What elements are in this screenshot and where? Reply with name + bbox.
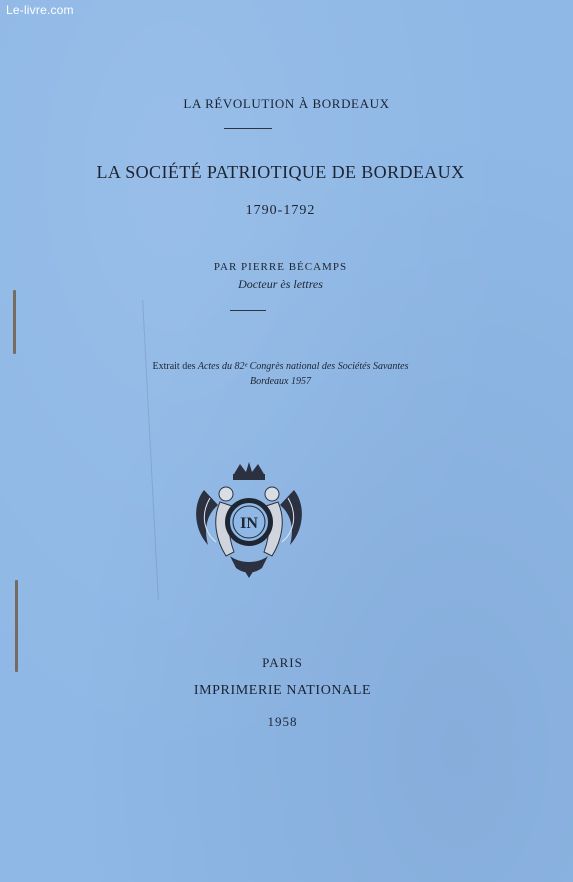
author-rule — [230, 310, 266, 311]
watermark: Le-livre.com — [6, 3, 74, 17]
paper-crease — [142, 300, 159, 600]
emblem-letters: IN — [240, 515, 258, 532]
series-title: LA RÉVOLUTION À BORDEAUX — [183, 96, 390, 111]
author-title: Docteur ès lettres — [238, 277, 323, 291]
extract-place: Bordeaux 1957 — [249, 376, 311, 387]
extract-line — [0, 361, 567, 372]
publisher-name: IMPRIMERIE NATIONALE — [193, 683, 372, 698]
extract-prefix: Extrait des — [152, 361, 196, 372]
book-years: 1790-1792 — [245, 203, 316, 218]
author-name: PAR PIERRE BÉCAMPS — [213, 261, 348, 273]
imprimerie-nationale-emblem-icon — [190, 460, 308, 580]
extract-source: Actes du 82ᵉ Congrès national des Sociétés Savantes — [197, 361, 409, 372]
book-title: LA SOCIÉTÉ PATRIOTIQUE DE BORDEAUX — [96, 162, 465, 182]
publication-year: 1958 — [267, 714, 298, 729]
staple-rust-top — [13, 290, 16, 354]
series-rule — [224, 128, 272, 129]
publisher-city: PARIS — [262, 655, 303, 670]
